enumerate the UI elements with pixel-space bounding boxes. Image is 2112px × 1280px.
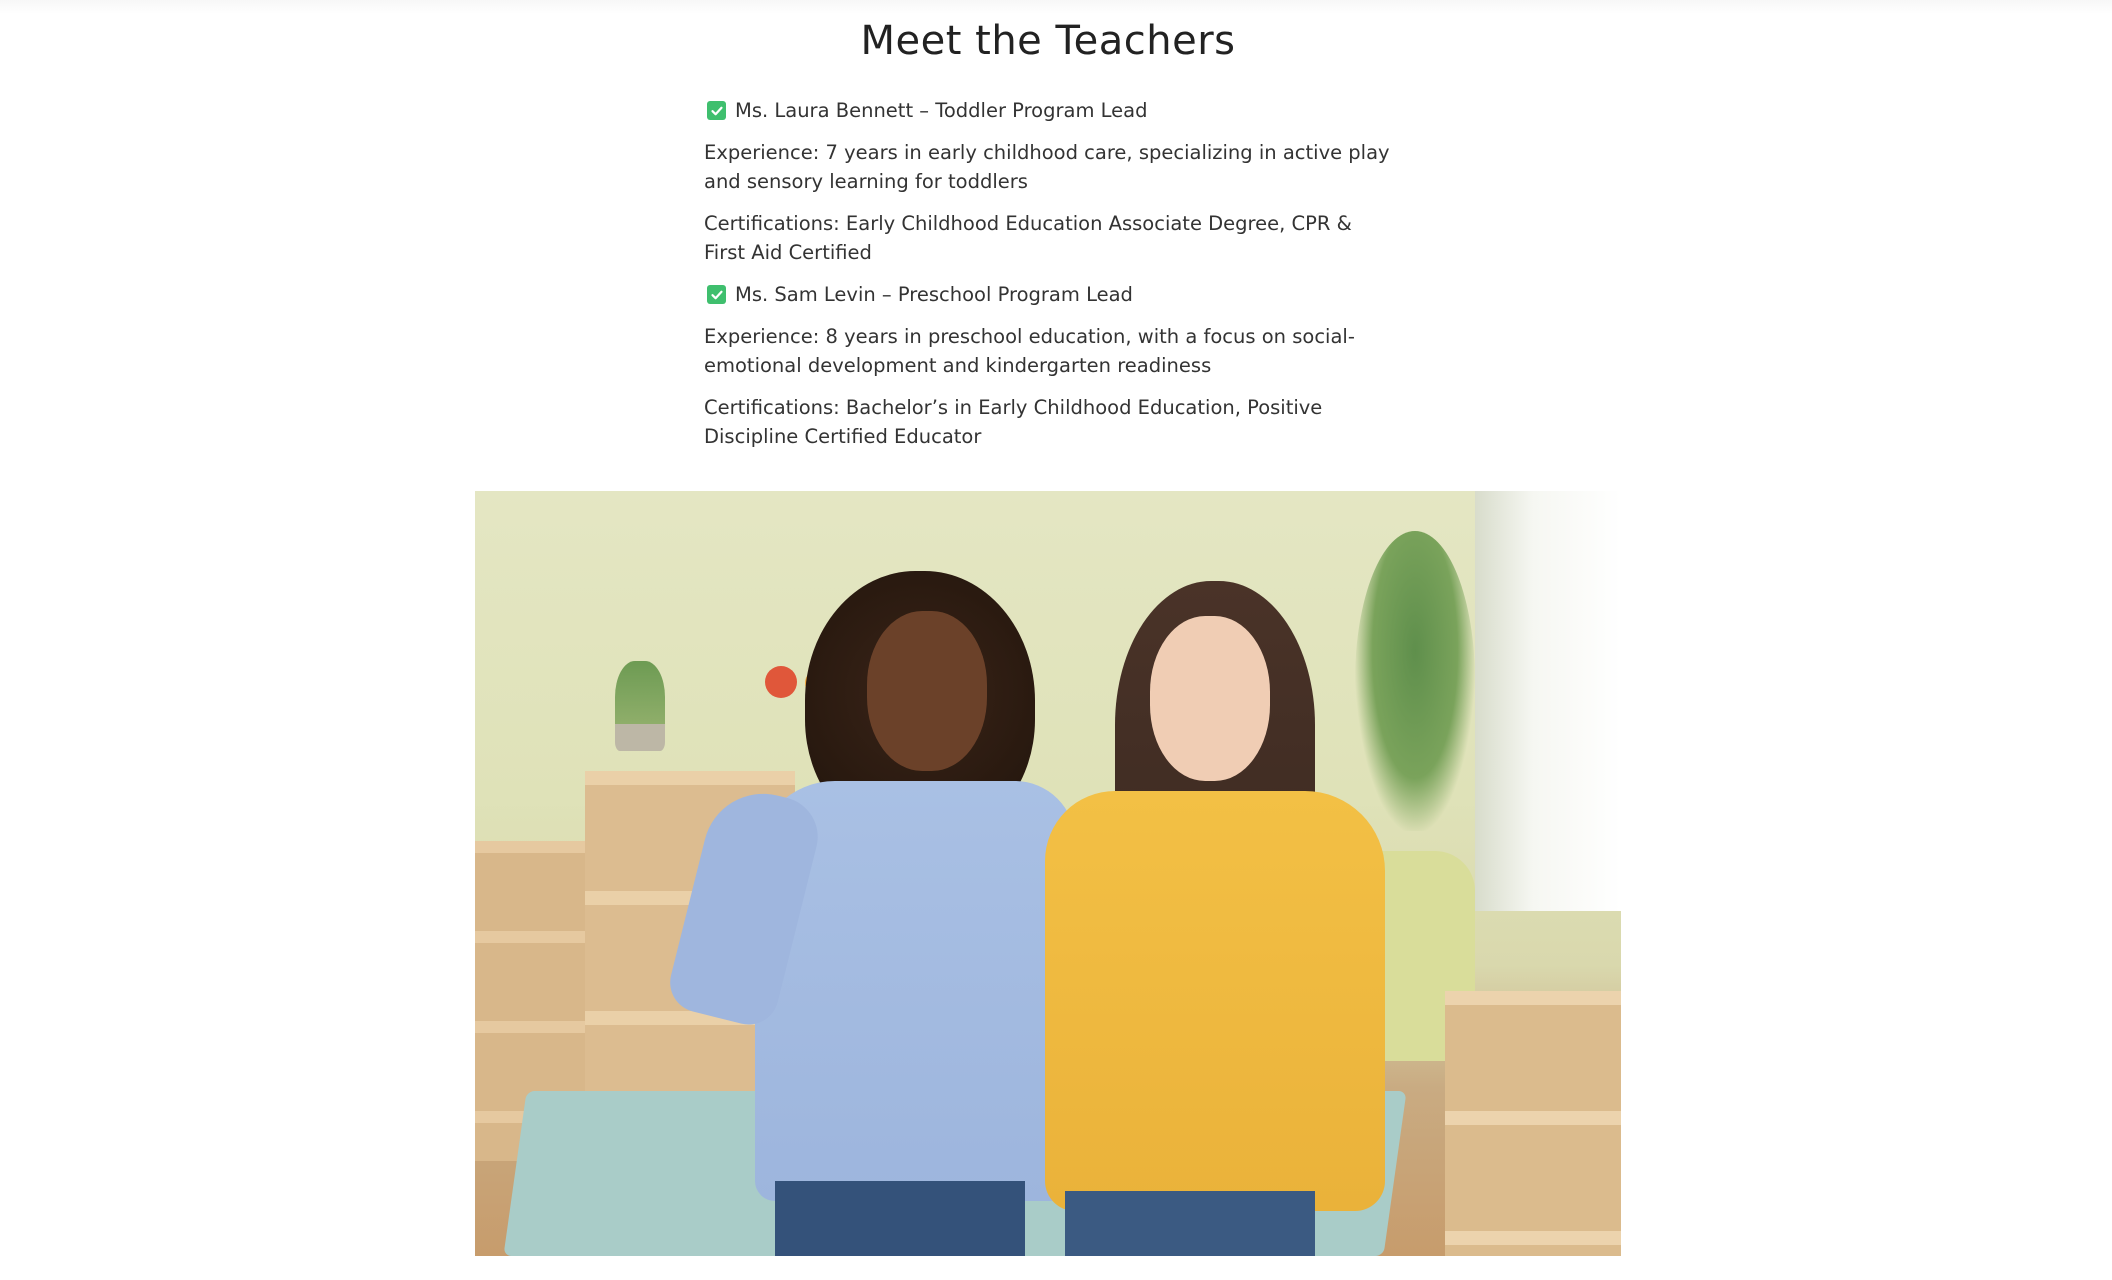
check-box-icon (707, 285, 726, 304)
plant (1355, 531, 1475, 831)
toy-flower-red (765, 666, 797, 698)
teachers-list (704, 96, 1394, 464)
teachers-photo (475, 491, 1621, 1256)
teacher-name-role: Ms. Sam Levin – Preschool Program Lead (735, 283, 1133, 306)
teacher-experience: Experience: 7 years in early childhood care, specializing in active play and sensory learning for toddlers (704, 141, 1390, 193)
teacher-entry (704, 280, 1394, 451)
teacher-left-face (867, 611, 987, 771)
teacher-right-shirt (1045, 791, 1385, 1211)
window (1475, 491, 1621, 911)
check-box-icon (707, 101, 726, 120)
teacher-left-jeans (775, 1181, 1025, 1256)
small-plant (615, 661, 665, 751)
cabinet-right (1445, 991, 1621, 1256)
teacher-name-role: Ms. Laura Bennett – Toddler Program Lead (735, 99, 1148, 122)
teacher-right-face (1150, 616, 1270, 781)
teacher-heading (704, 96, 1394, 125)
top-band (0, 0, 2112, 14)
teacher-experience: Experience: 8 years in preschool education, with a focus on social-emotional development and kindergarten readiness (704, 325, 1355, 377)
teacher-entry (704, 96, 1394, 267)
teacher-certifications: Certifications: Early Childhood Education Associate Degree, CPR & First Aid Certified (704, 212, 1352, 264)
page-title: Meet the Teachers (860, 18, 1236, 64)
teacher-heading (704, 280, 1394, 309)
teacher-certifications: Certifications: Bachelor’s in Early Childhood Education, Positive Discipline Certified Educator (704, 396, 1323, 448)
teacher-right-jeans (1065, 1191, 1315, 1256)
